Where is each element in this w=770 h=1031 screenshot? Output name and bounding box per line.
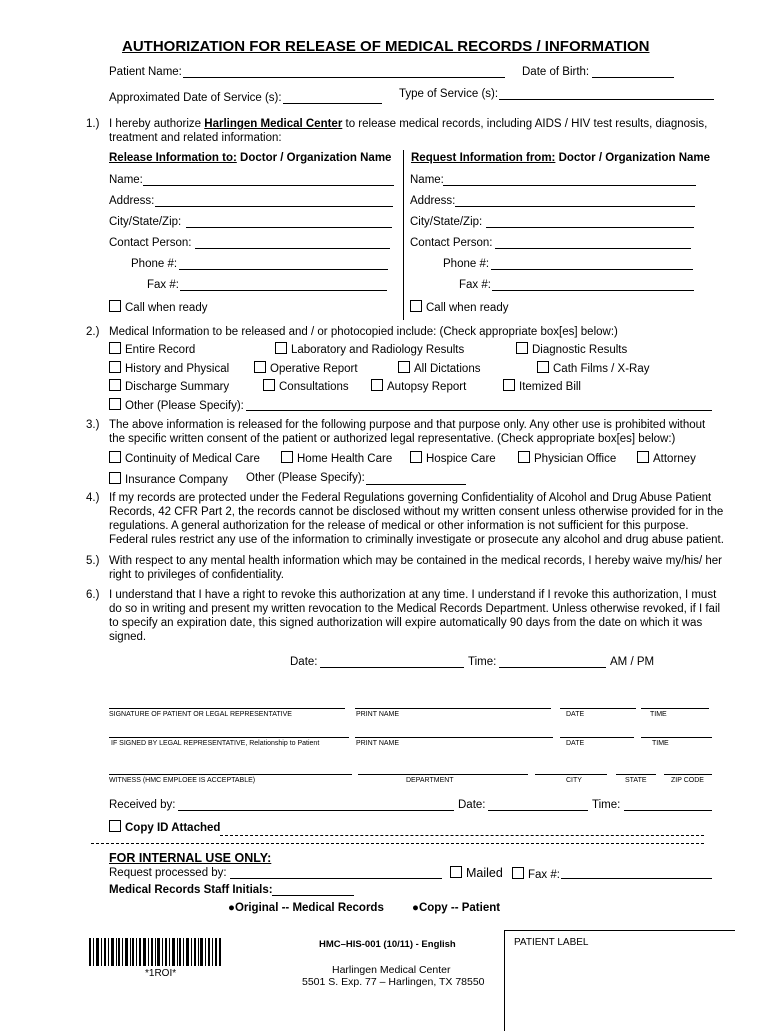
option-itemized-bill[interactable] (503, 379, 581, 393)
zip-field[interactable] (664, 774, 712, 775)
option-label: Entire Record (125, 344, 196, 356)
print-name-field-2[interactable] (355, 737, 553, 738)
option-label: Other (Please Specify): (125, 400, 244, 412)
divider-dashed-2 (91, 843, 704, 844)
request-contact-label: Contact Person: (410, 237, 493, 249)
approx-date-label: Approximated Date of Service (s): (109, 92, 282, 104)
section-1-text (109, 118, 707, 130)
received-time-field[interactable] (624, 810, 712, 811)
copy-patient-note: ●Copy -- Patient (412, 902, 501, 914)
mailed-label: Mailed (466, 866, 503, 880)
section-4-number: 4.) (86, 492, 100, 504)
option-history-physical[interactable] (109, 361, 229, 375)
sig-patient-caption: SIGNATURE OF PATIENT OR LEGAL REPRESENTATIVE (109, 711, 292, 718)
option-label: History and Physical (125, 363, 230, 375)
s6-date-label: Date: (290, 656, 318, 668)
state-field[interactable] (616, 774, 656, 775)
date-caption-1: DATE (566, 711, 585, 718)
witness-field[interactable] (109, 774, 352, 775)
checkbox[interactable] (371, 379, 383, 391)
checkbox[interactable] (281, 451, 293, 463)
request-heading-tail: Doctor / Organization Name (555, 152, 711, 164)
option-label: Continuity of Medical Care (125, 453, 260, 465)
city-field[interactable] (535, 774, 607, 775)
section-1-number: 1.) (86, 118, 100, 130)
option-entire-record[interactable] (109, 342, 195, 356)
request-call-when-ready[interactable] (410, 300, 508, 314)
s6-date-field[interactable] (320, 667, 464, 668)
form-title: AUTHORIZATION FOR RELEASE OF MEDICAL RECORDS / INFORMATION (122, 38, 650, 55)
option-label: Diagnostic Results (532, 344, 628, 356)
purpose-insurance[interactable] (109, 472, 228, 486)
checkbox[interactable] (109, 398, 121, 410)
release-info-heading (109, 152, 391, 164)
purpose-other-field[interactable] (366, 484, 466, 485)
checkbox[interactable] (109, 342, 121, 354)
received-date-label: Date: (458, 799, 486, 811)
checkbox[interactable] (275, 342, 287, 354)
section-6-number: 6.) (86, 589, 100, 601)
barcode-text: *1ROI* (145, 968, 177, 979)
department-caption: DEPARTMENT (406, 777, 454, 784)
original-records-note: ●Original -- Medical Records (228, 902, 384, 914)
release-address-label: Address: (109, 195, 155, 207)
option-label: Laboratory and Radiology Results (291, 344, 465, 356)
option-label: All Dictations (414, 363, 481, 375)
checkbox[interactable] (109, 451, 121, 463)
option-diagnostic-results[interactable] (516, 342, 627, 356)
section-4-line3: regulations. A general authorization for the release of medical or other information is not sufficient for this purpose. (109, 520, 689, 532)
fax-number-field[interactable] (561, 878, 712, 879)
internal-use-title: FOR INTERNAL USE ONLY: (109, 851, 272, 865)
option-label: Attorney (653, 453, 696, 465)
city-caption: CITY (566, 777, 582, 784)
zip-caption: ZIP CODE (671, 777, 704, 784)
option-label: Consultations (279, 381, 349, 393)
option-label: Insurance Company (125, 474, 228, 486)
footer-address: 5501 S. Exp. 77 – Harlingen, TX 78550 (302, 976, 485, 988)
print-name-caption-2: PRINT NAME (356, 740, 400, 747)
release-name-label: Name: (109, 174, 143, 186)
approx-date-field[interactable] (283, 103, 382, 104)
signature-field[interactable] (109, 708, 345, 709)
dob-field[interactable] (592, 77, 674, 78)
column-divider (403, 150, 404, 320)
time-field-2[interactable] (641, 737, 712, 738)
request-heading-label: Request Information from: (411, 152, 556, 164)
copy-id-checkbox[interactable] (109, 820, 121, 832)
received-time-label: Time: (592, 799, 621, 811)
section-4-line4: Federal rules restrict any use of the information to criminally investigate or prosecute any alcohol and drug abuse patient. (109, 534, 724, 546)
s6-time-field[interactable] (499, 667, 606, 668)
option-all-dictations[interactable] (398, 361, 480, 375)
section-6-line3: to specify an expiration date, this signed authorization will expire automatically 90 days from the date on which it was (109, 617, 703, 629)
checkbox[interactable] (263, 379, 275, 391)
state-caption: STATE (625, 777, 647, 784)
option-label: Cath Films / X-Ray (553, 363, 650, 375)
request-city-label: City/State/Zip: (410, 216, 483, 228)
copy-id-attached[interactable] (109, 820, 220, 834)
date-caption-2: DATE (566, 740, 585, 747)
option-label: Discharge Summary (125, 381, 230, 393)
section-6-line4: signed. (109, 631, 147, 643)
received-by-field[interactable] (178, 810, 454, 811)
checkbox[interactable] (516, 342, 528, 354)
print-name-caption-1: PRINT NAME (356, 711, 400, 718)
checkbox[interactable] (109, 361, 121, 373)
patient-name-label: Patient Name: (109, 66, 182, 78)
section-2-number: 2.) (86, 326, 100, 338)
barcode-icon (89, 938, 221, 966)
s1-pre: I hereby authorize (109, 118, 205, 130)
purpose-hospice[interactable] (410, 451, 496, 465)
release-contact-field[interactable] (195, 248, 390, 249)
section-5-line2: right to privileges of confidentiality. (109, 569, 284, 581)
purpose-attorney[interactable] (637, 451, 696, 465)
checkbox[interactable] (254, 361, 266, 373)
mailed-checkbox[interactable] (450, 866, 462, 878)
patient-name-field[interactable] (183, 77, 505, 78)
section-3-line1: The above information is released for the following purpose and that purpose only. Any other use is prohibited without (109, 419, 706, 431)
time-caption-2: TIME (652, 740, 669, 747)
request-address-label: Address: (410, 195, 456, 207)
time-caption-1: TIME (650, 711, 667, 718)
section-3-number: 3.) (86, 419, 100, 431)
fax-checkbox[interactable] (512, 867, 524, 879)
release-call-label: Call when ready (125, 302, 208, 314)
section-3-line2: the specific written consent of the patient or authorized legal representative. (Check appropriate box[es] below:) (109, 433, 676, 445)
request-phone-label: Phone #: (443, 258, 490, 270)
request-call-checkbox[interactable] (410, 300, 422, 312)
mailed-option[interactable] (450, 866, 503, 880)
request-fax-field[interactable] (492, 290, 694, 291)
fax-option[interactable] (512, 867, 560, 881)
time-field-1[interactable] (641, 708, 709, 709)
checkbox[interactable] (518, 451, 530, 463)
option-label: Physician Office (534, 453, 617, 465)
legal-rep-field[interactable] (109, 737, 349, 738)
option-cath-films[interactable] (537, 361, 650, 375)
option-lab-radiology[interactable] (275, 342, 464, 356)
release-heading-label: Release Information to: (109, 152, 237, 164)
option-discharge-summary[interactable] (109, 379, 229, 393)
section-4-line1: If my records are protected under the Federal Regulations governing Confidentiality of Alcohol and Drug Abuse Patient (109, 492, 712, 504)
release-call-when-ready[interactable] (109, 300, 207, 314)
purpose-home-health[interactable] (281, 451, 392, 465)
s6-ampm: AM / PM (610, 656, 655, 668)
release-name-field[interactable] (143, 185, 394, 186)
checkbox[interactable] (637, 451, 649, 463)
s6-time-label: Time: (468, 656, 497, 668)
release-call-checkbox[interactable] (109, 300, 121, 312)
checkbox[interactable] (537, 361, 549, 373)
release-fax-field[interactable] (180, 290, 387, 291)
release-fax-label: Fax #: (147, 279, 179, 291)
section-5-line1: With respect to any mental health information which may be contained in the medical records, I hereby waive my/his/ her (109, 555, 722, 567)
section-2-intro: Medical Information to be released and / or photocopied include: (Check appropriate box[es] below:) (109, 326, 618, 338)
footer-org: Harlingen Medical Center (332, 964, 451, 976)
organization-name: Harlingen Medical Center (204, 118, 343, 130)
form-id: HMC–HIS-001 (10/11) - English (319, 939, 456, 950)
section-6-line1: I understand that I have a right to revoke this authorization at any time. I understand if I revoke this authorization, I must (109, 589, 717, 601)
option-label: Home Health Care (297, 453, 393, 465)
purpose-continuity[interactable] (109, 451, 260, 465)
processed-by-label: Request processed by: (109, 867, 227, 879)
option-label: Autopsy Report (387, 381, 467, 393)
checkbox[interactable] (398, 361, 410, 373)
type-service-field[interactable] (499, 99, 714, 100)
option-consultations[interactable] (263, 379, 349, 393)
s1-post: to release medical records, including AIDS / HIV test results, diagnosis, (342, 118, 708, 130)
request-name-field[interactable] (443, 185, 696, 186)
release-contact-label: Contact Person: (109, 237, 192, 249)
request-city-field[interactable] (486, 227, 694, 228)
section-6-line2: do so in writing and present my written revocation to the Medical Records Department. Unless otherwise revoked, if I fail (109, 603, 721, 615)
option-autopsy-report[interactable] (371, 379, 466, 393)
option-label: Itemized Bill (519, 381, 581, 393)
checkbox[interactable] (503, 379, 515, 391)
release-heading-tail: Doctor / Organization Name (236, 152, 392, 164)
staff-initials-label: Medical Records Staff Initials: (109, 884, 273, 896)
fax-label: Fax #: (528, 869, 560, 881)
witness-caption: WITNESS (HMC EMPLOEE IS ACCEPTABLE) (109, 777, 256, 784)
release-city-field[interactable] (186, 227, 392, 228)
option-label: Operative Report (270, 363, 358, 375)
option-other[interactable] (109, 398, 244, 412)
department-field[interactable] (358, 774, 528, 775)
received-date-field[interactable] (488, 810, 588, 811)
date-field-2[interactable] (560, 737, 634, 738)
section-1-text-line2: treatment and related information: (109, 132, 282, 144)
checkbox[interactable] (410, 451, 422, 463)
legal-rep-caption: IF SIGNED BY LEGAL REPRESENTATIVE, Relationship to Patient (111, 740, 320, 747)
request-contact-field[interactable] (495, 248, 691, 249)
received-by-label: Received by: (109, 799, 176, 811)
section-4-line2: Records, 42 CFR Part 2, the records cannot be disclosed without my written consent unless otherwise provided for in the (109, 506, 724, 518)
request-call-label: Call when ready (426, 302, 509, 314)
request-name-label: Name: (410, 174, 444, 186)
processed-by-field[interactable] (230, 878, 442, 879)
other-specify-field[interactable] (246, 410, 712, 411)
staff-initials-field[interactable] (272, 895, 354, 896)
dob-label: Date of Birth: (522, 66, 590, 78)
checkbox[interactable] (109, 379, 121, 391)
release-phone-label: Phone #: (131, 258, 178, 270)
request-info-heading (411, 152, 710, 164)
request-phone-field[interactable] (491, 269, 693, 270)
section-5-number: 5.) (86, 555, 100, 567)
date-field-1[interactable] (560, 708, 636, 709)
checkbox[interactable] (109, 472, 121, 484)
request-fax-label: Fax #: (459, 279, 491, 291)
release-phone-field[interactable] (179, 269, 388, 270)
copy-id-label: Copy ID Attached (125, 822, 221, 834)
option-label: Hospice Care (426, 453, 496, 465)
purpose-physician-office[interactable] (518, 451, 616, 465)
request-address-field[interactable] (455, 206, 695, 207)
patient-label-caption: PATIENT LABEL (514, 937, 589, 948)
release-city-label: City/State/Zip: (109, 216, 182, 228)
release-address-field[interactable] (155, 206, 393, 207)
purpose-other-label: Other (Please Specify): (246, 472, 365, 484)
option-operative-report[interactable] (254, 361, 358, 375)
print-name-field-1[interactable] (355, 708, 551, 709)
type-service-label: Type of Service (s): (399, 88, 499, 100)
divider-dashed-1 (220, 835, 704, 836)
